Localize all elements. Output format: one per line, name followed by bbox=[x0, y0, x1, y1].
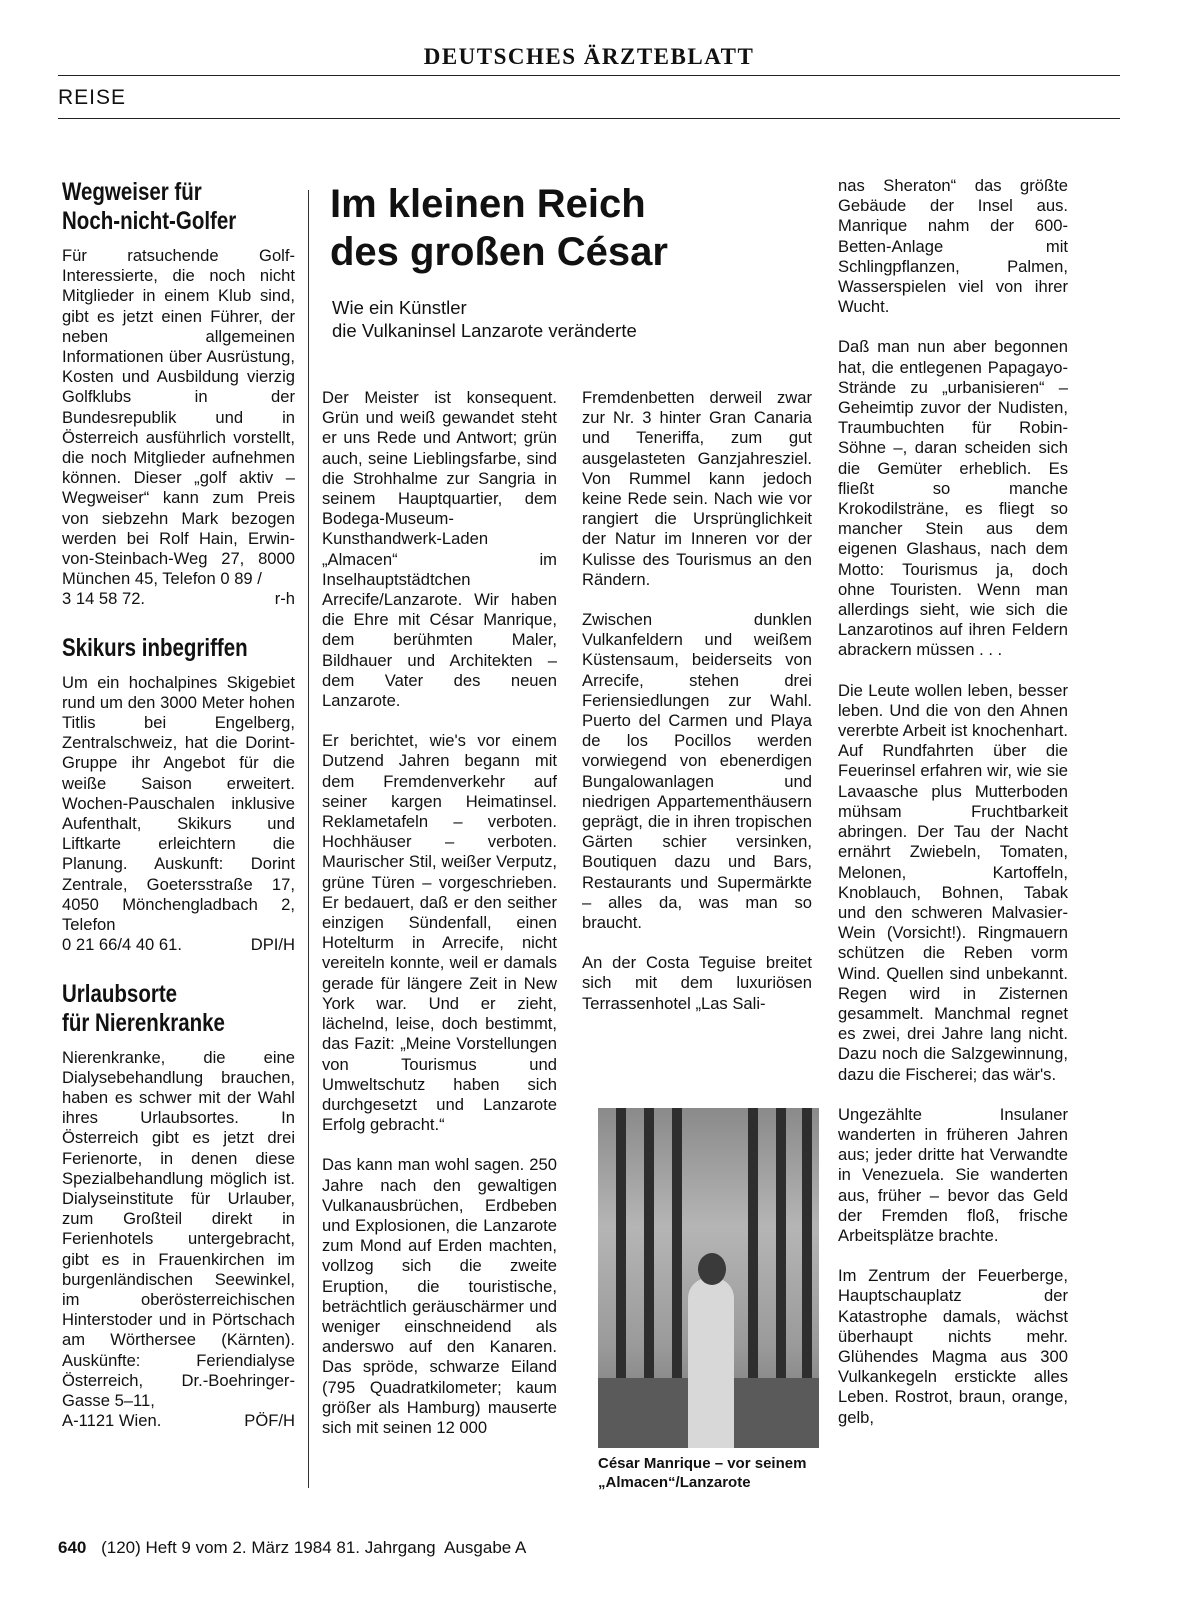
sidebar-body: Um ein hochalpines Skigebiet rund um den 3000 Meter hohen Titlis bei Engelberg, Zentralschweiz, hat die Dorint-Gruppe ihr Angebot für die weiße Saison erweitert. Wochen-Pauschalen inklusive Aufenthalt, Skikurs und Liftkarte erleichtern die Planung. Auskunft: Dorint Zentrale, Goetersstraße 17, 4050 Mönchengladbach 2, Telefon bbox=[62, 672, 295, 935]
sidebar-item-golf bbox=[62, 178, 295, 610]
sidebar-heading: Skikurs inbegriffen bbox=[62, 633, 248, 662]
paragraph: nas Sheraton“ das größte Gebäude der Insel aus. Manrique nahm der 600-Betten-Anlage mit Schlingpflanzen, Palmen, Wasserspielen viel von ihrer Wucht. bbox=[838, 176, 1068, 317]
article-column-3 bbox=[838, 176, 1068, 1448]
paragraph: Im Zentrum der Feuerberge, Hauptschauplatz der Katastrophe damals, wächst überhaupt nichts mehr. Glühendes Magma aus 300 Vulkankegeln erstickte alles Leben. Rostrot, braun, orange, gelb, bbox=[838, 1266, 1068, 1427]
article-column-2 bbox=[582, 388, 812, 1034]
sidebar-signature-line: 3 14 58 72. r-h bbox=[62, 589, 295, 609]
paragraph: Das kann man wohl sagen. 250 Jahre nach den gewaltigen Vulkanausbrüchen, Erdbeben und Explosionen, die Lanzarote zum Mond auf Erden machten, vollzog sich die zweite Eruption, die touristische, beträchtlich geräuschärmer und weniger einschneidend als anderswo auf den Kanaren. Das spröde, schwarze Eiland (795 Quadratkilometer; kaum größer als Hamburg) mauserte sich mit seinen 12 000 bbox=[322, 1155, 557, 1437]
article-column-1 bbox=[322, 388, 557, 1458]
issue-info: (120) Heft 9 vom 2. März 1984 81. Jahrgang Ausgabe A bbox=[101, 1538, 527, 1557]
page-number: 640 bbox=[58, 1538, 87, 1557]
header-rule bbox=[58, 118, 1120, 119]
photo-cesar-manrique bbox=[598, 1108, 819, 1448]
sidebar-item-dialysis bbox=[62, 980, 295, 1432]
sidebar-item-ski bbox=[62, 634, 295, 956]
sidebar-body: Nierenkranke, die eine Dialysebehandlung brauchen, haben es schwer mit der Wahl ihres Urlaubsortes. In Österreich gibt es jetzt drei Ferienorte, in denen diese Spezialbehandlung möglich ist. Dialyseinstitute für Urlauber, zum Großteil direkt in Ferienhotels untergebracht, gibt es in Frauenkirchen im burgenländischen Seewinkel, im oberösterreichischen Hinterstoder und in Pörtschach am Wörthersee (Kärnten). Auskünfte: Feriendialyse Österreich, Dr.-Boehringer-Gasse 5–11, bbox=[62, 1047, 295, 1410]
section-label: REISE bbox=[58, 86, 127, 109]
photo-caption: César Manrique – vor seinem „Almacen“/Lanzarote bbox=[598, 1455, 807, 1491]
paragraph: An der Costa Teguise breitet sich mit dem luxuriösen Terrassenhotel „Las Sali- bbox=[582, 953, 812, 1013]
column-divider bbox=[308, 190, 309, 1488]
sidebar-heading: Urlaubsorte für Nierenkranke bbox=[62, 979, 225, 1037]
sidebar-column bbox=[62, 178, 295, 1431]
sidebar-signature-line: A-1121 Wien. PÖF/H bbox=[62, 1411, 295, 1431]
sidebar-signature-line: 0 21 66/4 40 61. DPI/H bbox=[62, 935, 295, 955]
paragraph: Er berichtet, wie's vor einem Dutzend Jahren begann mit dem Fremdenverkehr auf seiner kargen Heimatinsel. Reklametafeln – verboten. Hochhäuser – verboten. Maurischer Stil, weißer Verputz, grüne Türen – vorgeschrieben. Er bedauert, daß er den seither einzigen Sündenfall, einen Hotelturm in Arrecife, nicht vereiteln konnte, weil er damals gerade für längere Zeit in New York war. Und er zieht, lächelnd, leise, doch bestimmt, das Fazit: „Meine Vorstellungen von Tourismus und Umweltschutz haben sich durchgesetzt und Lanzarote Erfolg gebracht.“ bbox=[322, 731, 557, 1135]
paragraph: Daß man nun aber begonnen hat, die entlegenen Papagayo-Strände zu „urbanisieren“ – Geheimtip zuvor der Nudisten, Traumbuchten für Robin-Söhne –, daran scheiden sich die Gemüter erheblich. Es fließt so manche Krokodilsträne, es fliegt so mancher Stein aus dem eigenen Glashaus, nach dem Motto: Tourismus ja, doch ohne Touristen. Wenn man allerdings sieht, wie sich die Lanzarotinos auf ihren Feldern abrackern müssen . . . bbox=[838, 337, 1068, 660]
paragraph: Der Meister ist konsequent. Grün und weiß gewandet steht er uns Rede und Antwort; grün auch, seine Lieblingsfarbe, sind die Strohhalme zur Sangria in seinem Hauptquartier, dem Bodega-Museum-Kunsthandwerk-Laden „Almacen“ im Inselhauptstädtchen Arrecife/Lanzarote. Wir haben die Ehre mit César Manrique, dem berühmten Maler, Bildhauer und Architekten – dem Vater des neuen Lanzarote. bbox=[322, 388, 557, 711]
sidebar-heading: Wegweiser für Noch-nicht-Golfer bbox=[62, 178, 237, 235]
page-footer bbox=[58, 1538, 526, 1558]
paragraph: Die Leute wollen leben, besser leben. Und die von den Ahnen vererbte Arbeit ist knochenhart. Auf Rundfahrten über die Feuerinsel erfahren wir, wie sie Lavaasche plus Mutterboden mühsam Fruchtbarkeit abringen. Der Tau der Nacht ernährt Zwiebeln, Tomaten, Melonen, Kartoffeln, Knoblauch, Bohnen, Tabak und den schweren Malvasier-Wein (Vorsicht!). Ringmauern schützen die Reben vorm Wind. Quellen sind unbekannt. Regen wird in Zisternen gesammelt. Manchmal regnet es zwei, drei Jahre lang nicht. Dazu noch die Salzgewinnung, dazu die Fischerei; das wär's. bbox=[838, 680, 1068, 1084]
paragraph: Zwischen dunklen Vulkanfeldern und weißem Küstensaum, beiderseits von Arrecife, stehen drei Feriensiedlungen zur Wahl. Puerto del Carmen und Playa de los Pocillos werden vorwiegend von ebenerdigen Bungalowanlagen und niedrigen Appartementhäusern geprägt, die in ihren tropischen Gärten schier versinken, Boutiquen dazu und Bars, Restaurants und Supermärkte – alles da, was man so braucht. bbox=[582, 610, 812, 933]
article-deck: Wie ein Künstler die Vulkaninsel Lanzarote veränderte bbox=[332, 297, 637, 341]
paragraph: Fremdenbetten derweil zwar zur Nr. 3 hinter Gran Canaria und Teneriffa, zum gut ausgelasteten Ganzjahresziel. Von Rummel kann jedoch keine Rede sein. Nach wie vor rangiert die Ursprünglichkeit der Natur im Inneren vor der Kulisse des Tourismus an den Rändern. bbox=[582, 388, 812, 589]
masthead: DEUTSCHES ÄRZTEBLATT bbox=[423, 44, 755, 69]
top-rule bbox=[58, 75, 1120, 76]
article-title: Im kleinen Reich des großen César bbox=[330, 182, 668, 274]
paragraph: Ungezählte Insulaner wanderten in früheren Jahren aus; jeder dritte hat Verwandte in Venezuela. Sie wanderten aus, früher – bevor das Geld der Fremden floß, frische Arbeitsplätze brachte. bbox=[838, 1104, 1068, 1245]
sidebar-body: Für ratsuchende Golf-Interessierte, die noch nicht Mitglieder in einem Klub sind, gibt es jetzt einen Führer, der neben allgemeinen Informationen über Ausrüstung, Kosten und Ausbildung vierzig Golfklubs in der Bundesrepublik und in Österreich ausführlich vorstellt, die noch Mitglieder aufnehmen können. Dieser „golf aktiv – Wegweiser“ kann zum Preis von siebzehn Mark bezogen werden bei Rolf Hain, Erwin-von-Steinbach-Weg 27, 8000 München 45, Telefon 0 89 / bbox=[62, 246, 295, 589]
